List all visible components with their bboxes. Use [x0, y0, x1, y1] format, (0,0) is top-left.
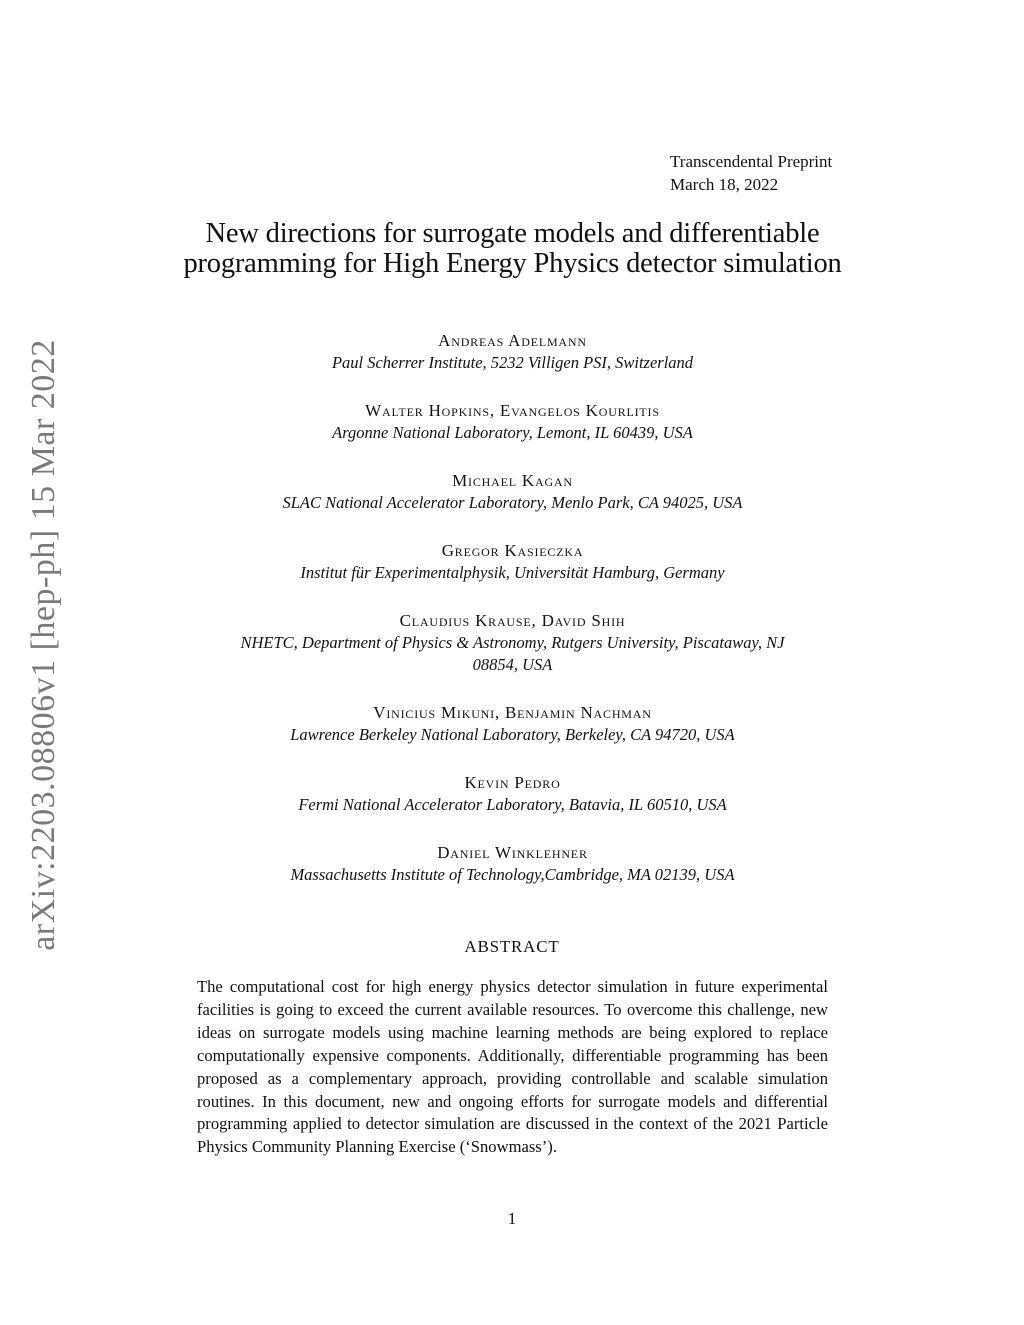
author-block	[160, 772, 865, 816]
author-names: Kevin Pedro	[464, 773, 561, 792]
author-list	[160, 330, 865, 912]
author-names: Daniel Winklehner	[437, 843, 588, 862]
author-affiliation: Fermi National Accelerator Laboratory, Batavia, IL 60510, USA	[298, 795, 727, 814]
title-line: programming for High Energy Physics detector simulation	[183, 248, 842, 279]
author-block	[160, 702, 865, 746]
author-block	[160, 330, 865, 374]
paper-title	[140, 219, 885, 279]
preprint-header	[670, 150, 832, 196]
arxiv-identifier-stamp: arXiv:2203.08806v1 [hep-ph] 15 Mar 2022	[25, 339, 62, 951]
author-names: Michael Kagan	[452, 471, 573, 490]
author-names: Walter Hopkins, Evangelos Kourlitis	[365, 401, 660, 420]
author-affiliation: Lawrence Berkeley National Laboratory, Berkeley, CA 94720, USA	[290, 725, 735, 744]
author-block	[160, 842, 865, 886]
title-line: New directions for surrogate models and differentiable	[205, 218, 820, 249]
author-block	[160, 400, 865, 444]
abstract-text: The computational cost for high energy physics detector simulation in future experimental facilities is going to exceed the current available resources. To overcome this challenge, new ideas on surrogate models using machine learning methods are being explored to replace computationally expensive components. Additionally, differentiable programming has been proposed as a complementary approach, providing controllable and scalable simulation routines. In this document, new and ongoing efforts for surrogate models and differential programming applied to detector simulation are discussed in the context of the 2021 Particle Physics Community Planning Exercise (‘Snowmass’).	[197, 977, 828, 1157]
author-affiliation: 08854, USA	[472, 655, 553, 674]
author-names: Vinicius Mikuni, Benjamin Nachman	[373, 703, 652, 722]
author-block	[160, 470, 865, 514]
author-block	[160, 610, 865, 676]
preprint-label: Transcendental Preprint	[670, 152, 833, 171]
abstract-heading: ABSTRACT	[464, 937, 560, 956]
author-names: Andreas Adelmann	[438, 331, 587, 350]
author-affiliation: Argonne National Laboratory, Lemont, IL 60439, USA	[332, 423, 693, 442]
author-names: Claudius Krause, David Shih	[399, 611, 626, 630]
page-number: 1	[507, 1209, 517, 1228]
author-affiliation: SLAC National Accelerator Laboratory, Menlo Park, CA 94025, USA	[282, 493, 743, 512]
author-affiliation: Massachusetts Institute of Technology,Cambridge, MA 02139, USA	[290, 865, 735, 884]
author-affiliation: NHETC, Department of Physics & Astronomy, Rutgers University, Piscataway, NJ	[240, 633, 785, 652]
author-block	[160, 540, 865, 584]
author-affiliation: Paul Scherrer Institute, 5232 Villigen PSI, Switzerland	[331, 353, 694, 372]
author-affiliation: Institut für Experimentalphysik, Universität Hamburg, Germany	[300, 563, 725, 582]
preprint-date: March 18, 2022	[670, 175, 779, 194]
author-names: Gregor Kasieczka	[441, 541, 584, 560]
